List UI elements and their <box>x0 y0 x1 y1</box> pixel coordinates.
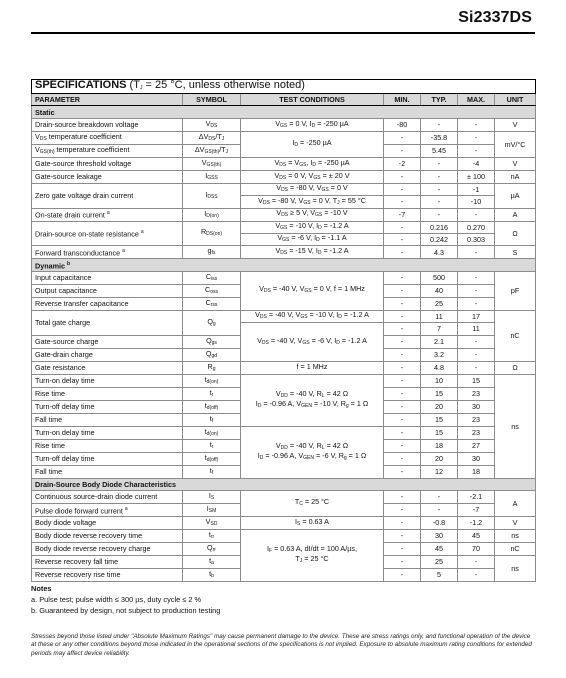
cell-parameter: Gate-source charge <box>32 335 183 348</box>
cell-min: - <box>384 310 421 322</box>
note-a: a. Pulse test; pulse width ≤ 300 µs, duty cycle ≤ 2 % <box>31 595 202 604</box>
cell-max: - <box>458 208 495 221</box>
cell-max: 23 <box>458 413 495 426</box>
cell-unit: ns <box>495 374 536 478</box>
cell-min: - <box>384 131 421 144</box>
static-section <box>32 118 536 259</box>
cell-min: - <box>384 233 421 245</box>
cell-max: 18 <box>458 465 495 478</box>
cell-typ: - <box>421 157 458 170</box>
cell-max: 0.270 <box>458 221 495 233</box>
cell-typ: 2.1 <box>421 335 458 348</box>
cell-symbol: $R_g$ <box>183 361 241 374</box>
cell-test-conditions: $I_F = 0.63$ A, dI/dt = 100 A/µs, $T_J = 25$ °C <box>241 529 384 581</box>
cell-max: 23 <box>458 387 495 400</box>
cell-unit: S <box>495 246 536 259</box>
cell-typ: - <box>421 490 458 503</box>
cell-parameter: Zero gate voltage drain current <box>32 183 183 208</box>
section-header-static: Static <box>32 106 536 118</box>
part-number: Si2337DS <box>458 9 532 26</box>
cell-parameter: Body diode reverse recovery charge <box>32 542 183 555</box>
cell-max: - <box>458 568 495 581</box>
cell-test-conditions: $V_{DS} \ge 5$ V, $V_{GS} = -10$ V <box>241 208 384 221</box>
cell-symbol: $C_{rss}$ <box>183 297 241 310</box>
cell-parameter: Fall time <box>32 413 183 426</box>
table-title: SPECIFICATIONS <box>35 79 127 91</box>
cell-typ: 40 <box>421 284 458 297</box>
cell-typ: 25 <box>421 555 458 568</box>
section-header-dynamic: Dynamic $^b$ <box>32 259 536 271</box>
cell-parameter: Output capacitance <box>32 284 183 297</box>
cell-parameter: Drain-source breakdown voltage <box>32 118 183 131</box>
cell-test-conditions: $V_{GS} = -6$ V, $I_D = -1.1$ A <box>241 233 384 245</box>
column-header: MAX. <box>458 94 495 106</box>
cell-symbol: $I_{DSS}$ <box>183 183 241 208</box>
cell-symbol: $V_{SD}$ <box>183 516 241 529</box>
cell-symbol: $I_{D(on)}$ <box>183 208 241 221</box>
cell-typ: 4.3 <box>421 246 458 259</box>
cell-typ: 30 <box>421 529 458 542</box>
header-rule <box>31 32 535 34</box>
cell-min: - <box>384 452 421 465</box>
table-row <box>32 221 536 233</box>
cell-min: - <box>384 465 421 478</box>
cell-parameter: On-state drain current $^a$ <box>32 208 183 221</box>
cell-max: 30 <box>458 452 495 465</box>
cell-min: - <box>384 529 421 542</box>
cell-symbol: $t_f$ <box>183 413 241 426</box>
cell-max: -2.1 <box>458 490 495 503</box>
cell-parameter: Input capacitance <box>32 271 183 284</box>
cell-typ: 500 <box>421 271 458 284</box>
cell-min: - <box>384 196 421 208</box>
cell-typ: 25 <box>421 297 458 310</box>
cell-min: - <box>384 387 421 400</box>
cell-max: - <box>458 271 495 284</box>
cell-typ: - <box>421 196 458 208</box>
cell-parameter: Body diode reverse recovery time <box>32 529 183 542</box>
table-row <box>32 426 536 439</box>
cell-symbol: $\Delta V_{DS}/T_J$ <box>183 131 241 144</box>
cell-typ: 20 <box>421 452 458 465</box>
column-header: PARAMETER <box>32 94 183 106</box>
cell-unit: µA <box>495 183 536 208</box>
cell-parameter: Turn-on delay time <box>32 374 183 387</box>
cell-symbol: $t_b$ <box>183 568 241 581</box>
cell-min: - <box>384 183 421 195</box>
cell-min: - <box>384 374 421 387</box>
cell-typ: - <box>421 208 458 221</box>
cell-parameter: Turn-off delay time <box>32 400 183 413</box>
cell-parameter: Pulse diode forward current $^a$ <box>32 503 183 516</box>
cell-typ: 15 <box>421 426 458 439</box>
cell-unit: Ω <box>495 361 536 374</box>
cell-unit: V <box>495 118 536 131</box>
cell-typ: 5 <box>421 568 458 581</box>
cell-symbol: $t_a$ <box>183 555 241 568</box>
cell-max: - <box>458 144 495 157</box>
cell-parameter: Turn-off delay time <box>32 452 183 465</box>
cell-parameter: Total gate charge <box>32 310 183 335</box>
cell-symbol: $Q_{gd}$ <box>183 348 241 361</box>
cell-min: - <box>384 542 421 555</box>
footer-disclaimer: Stresses beyond those listed under "Absolute Maximum Ratings" may cause permanent damage to the device. These are stress ratings only, and functional operation of the device at these or any other conditions beyond those indicated in the operational sections of the specifications is not implied. Exposure to absolute maximum rating conditions for extended periods may affect device reliability. <box>31 633 532 657</box>
cell-test-conditions: $V_{GS} = -10$ V, $I_D = -1.2$ A <box>241 221 384 233</box>
cell-symbol: $V_{DS}$ <box>183 118 241 131</box>
table-row <box>32 208 536 221</box>
cell-test-conditions: $V_{DS} = -15$ V, $I_D = -1.2$ A <box>241 246 384 259</box>
cell-min: - <box>384 284 421 297</box>
cell-min: - <box>384 246 421 259</box>
cell-parameter: Reverse recovery rise time <box>32 568 183 581</box>
cell-parameter: Drain-source on-state resistance $^a$ <box>32 221 183 246</box>
cell-symbol: $t_{d(on)}$ <box>183 426 241 439</box>
section-header-body-diode: Drain-Source Body Diode Characteristics <box>32 478 536 490</box>
cell-min: - <box>384 503 421 516</box>
cell-max: - <box>458 297 495 310</box>
cell-test-conditions: $V_{DS} = -80$ V, $V_{GS} = 0$ V, $T_J = 55$ °C <box>241 196 384 208</box>
cell-parameter: $V_{DS}$ temperature coefficient <box>32 131 183 144</box>
cell-parameter: Fall time <box>32 465 183 478</box>
cell-symbol: $t_{d(on)}$ <box>183 374 241 387</box>
table-row <box>32 361 536 374</box>
cell-typ: 12 <box>421 465 458 478</box>
cell-unit: V <box>495 157 536 170</box>
cell-typ: - <box>421 118 458 131</box>
cell-unit: V <box>495 516 536 529</box>
cell-max: 0.303 <box>458 233 495 245</box>
dynamic-section <box>32 271 536 478</box>
cell-test-conditions: $I_S = 0.63$ A <box>241 516 384 529</box>
cell-unit: ns <box>495 555 536 581</box>
cell-symbol: $t_r$ <box>183 387 241 400</box>
table-row <box>32 157 536 170</box>
cell-max: - <box>458 555 495 568</box>
cell-max: -7 <box>458 503 495 516</box>
table-row <box>32 529 536 542</box>
cell-max: 17 <box>458 310 495 322</box>
cell-min: - <box>384 221 421 233</box>
cell-test-conditions: $V_{DS} = -40$ V, $V_{GS} = -6$ V, $I_D = -1.2$ A <box>241 323 384 361</box>
cell-min: -2 <box>384 157 421 170</box>
cell-typ: 15 <box>421 413 458 426</box>
cell-max: - <box>458 348 495 361</box>
cell-symbol: $C_{iss}$ <box>183 271 241 284</box>
cell-test-conditions: $T_C = 25$ °C <box>241 490 384 516</box>
cell-min: - <box>384 555 421 568</box>
cell-max: 45 <box>458 529 495 542</box>
cell-symbol: $Q_{rr}$ <box>183 542 241 555</box>
cell-unit: Ω <box>495 221 536 246</box>
cell-max: - <box>458 284 495 297</box>
cell-unit: mV/°C <box>495 131 536 157</box>
cell-test-conditions: $V_{DS} = 0$ V, $V_{GS}$ = ± 20 V <box>241 170 384 183</box>
cell-typ: 18 <box>421 439 458 452</box>
cell-unit: nC <box>495 310 536 361</box>
cell-symbol: $g_{fs}$ <box>183 246 241 259</box>
cell-min: - <box>384 490 421 503</box>
cell-parameter: Rise time <box>32 439 183 452</box>
cell-min: - <box>384 271 421 284</box>
cell-unit: nA <box>495 170 536 183</box>
cell-symbol: $t_{d(off)}$ <box>183 452 241 465</box>
cell-symbol: $t_r$ <box>183 439 241 452</box>
cell-max: -1.2 <box>458 516 495 529</box>
cell-test-conditions: $V_{DD} = -40$ V, $R_L = 42$ Ω $I_D = -0.96$ A, $V_{GEN} = -6$ V, $R_g = 1$ Ω <box>241 426 384 478</box>
cell-typ: 5.45 <box>421 144 458 157</box>
cell-max: - <box>458 118 495 131</box>
table-row <box>32 170 536 183</box>
cell-parameter: Gate resistance <box>32 361 183 374</box>
cell-test-conditions: $V_{DS} = -40$ V, $V_{GS} = -10$ V, $I_D = -1.2$ A <box>241 310 384 322</box>
cell-parameter: Gate-drain charge <box>32 348 183 361</box>
cell-parameter: Reverse transfer capacitance <box>32 297 183 310</box>
table-row <box>32 131 536 144</box>
cell-parameter: $V_{GS(th)}$ temperature coefficient <box>32 144 183 157</box>
cell-min: - <box>384 335 421 348</box>
cell-min: - <box>384 144 421 157</box>
cell-test-conditions: $I_D = -250$ µA <box>241 131 384 157</box>
cell-max: - <box>458 131 495 144</box>
notes <box>31 583 220 616</box>
cell-max: 11 <box>458 323 495 335</box>
column-header: SYMBOL <box>183 94 241 106</box>
specifications-table <box>31 79 536 582</box>
cell-symbol: $R_{DS(on)}$ <box>183 221 241 246</box>
cell-max: 30 <box>458 400 495 413</box>
table-title-row <box>32 80 536 94</box>
cell-symbol: $C_{oss}$ <box>183 284 241 297</box>
note-b: b. Guaranteed by design, not subject to production testing <box>31 606 221 615</box>
cell-symbol: $V_{GS(th)}$ <box>183 157 241 170</box>
cell-typ: 0.242 <box>421 233 458 245</box>
cell-parameter: Forward transconductance $^a$ <box>32 246 183 259</box>
cell-typ: - <box>421 503 458 516</box>
cell-max: 15 <box>458 374 495 387</box>
cell-max: ± 100 <box>458 170 495 183</box>
cell-typ: 7 <box>421 323 458 335</box>
cell-min: -80 <box>384 118 421 131</box>
cell-parameter: Gate-source leakage <box>32 170 183 183</box>
cell-min: - <box>384 170 421 183</box>
cell-parameter: Body diode voltage <box>32 516 183 529</box>
cell-min: - <box>384 348 421 361</box>
cell-parameter: Continuous source-drain diode current <box>32 490 183 503</box>
table-row <box>32 310 536 322</box>
cell-max: - <box>458 335 495 348</box>
cell-min: - <box>384 323 421 335</box>
cell-min: - <box>384 426 421 439</box>
cell-unit: A <box>495 490 536 516</box>
cell-min: - <box>384 361 421 374</box>
cell-typ: 15 <box>421 387 458 400</box>
cell-typ: 11 <box>421 310 458 322</box>
cell-min: - <box>384 516 421 529</box>
cell-symbol: $\Delta V_{GS(th)}/T_J$ <box>183 144 241 157</box>
table-row <box>32 271 536 284</box>
column-header: MIN. <box>384 94 421 106</box>
cell-max: - <box>458 246 495 259</box>
column-header: TEST CONDITIONS <box>241 94 384 106</box>
cell-min: - <box>384 297 421 310</box>
cell-symbol: $t_{rr}$ <box>183 529 241 542</box>
cell-typ: 4.8 <box>421 361 458 374</box>
cell-max: 27 <box>458 439 495 452</box>
cell-max: -1 <box>458 183 495 195</box>
cell-parameter: Gate-source threshold voltage <box>32 157 183 170</box>
cell-symbol: $Q_g$ <box>183 310 241 335</box>
cell-unit: A <box>495 208 536 221</box>
column-header-row <box>32 94 536 106</box>
cell-symbol: $I_{GSS}$ <box>183 170 241 183</box>
cell-symbol: $I_S$ <box>183 490 241 503</box>
cell-symbol: $Q_{gs}$ <box>183 335 241 348</box>
cell-typ: - <box>421 170 458 183</box>
cell-parameter: Rise time <box>32 387 183 400</box>
cell-symbol: $t_{d(off)}$ <box>183 400 241 413</box>
table-row <box>32 490 536 503</box>
cell-typ: - <box>421 183 458 195</box>
cell-symbol: $t_f$ <box>183 465 241 478</box>
cell-symbol: $I_{SM}$ <box>183 503 241 516</box>
notes-title: Notes <box>31 584 52 593</box>
cell-test-conditions: f = 1 MHz <box>241 361 384 374</box>
cell-typ: -35.8 <box>421 131 458 144</box>
cell-min: -7 <box>384 208 421 221</box>
table-row <box>32 374 536 387</box>
cell-typ: 20 <box>421 400 458 413</box>
table-row <box>32 246 536 259</box>
column-header: TYP. <box>421 94 458 106</box>
cell-typ: 45 <box>421 542 458 555</box>
table-row <box>32 516 536 529</box>
cell-min: - <box>384 413 421 426</box>
cell-min: - <box>384 400 421 413</box>
table-row <box>32 183 536 195</box>
cell-max: - <box>458 361 495 374</box>
cell-max: 70 <box>458 542 495 555</box>
cell-typ: -0.8 <box>421 516 458 529</box>
table-row <box>32 118 536 131</box>
cell-typ: 3.2 <box>421 348 458 361</box>
column-header: UNIT <box>495 94 536 106</box>
cell-max: -4 <box>458 157 495 170</box>
cell-min: - <box>384 568 421 581</box>
cell-min: - <box>384 439 421 452</box>
cell-unit: nC <box>495 542 536 555</box>
table-title-conditions: ($T_J = 25$ °C, unless otherwise noted) <box>129 79 305 91</box>
cell-unit: ns <box>495 529 536 542</box>
cell-typ: 0.216 <box>421 221 458 233</box>
cell-typ: 10 <box>421 374 458 387</box>
cell-test-conditions: $V_{DS} = -80$ V, $V_{GS} = 0$ V <box>241 183 384 195</box>
cell-test-conditions: $V_{DS} = V_{GS}$, $I_D = -250$ µA <box>241 157 384 170</box>
cell-parameter: Turn-on delay time <box>32 426 183 439</box>
cell-parameter: Reverse recovery fall time <box>32 555 183 568</box>
cell-test-conditions: $V_{GS} = 0$ V, $I_D = -250$ µA <box>241 118 384 131</box>
specifications-table-wrapper <box>31 79 535 582</box>
cell-test-conditions: $V_{DD} = -40$ V, $R_L = 42$ Ω $I_D = -0.96$ A, $V_{GEN} = -10$ V, $R_g = 1$ Ω <box>241 374 384 426</box>
cell-max: -10 <box>458 196 495 208</box>
cell-unit: pF <box>495 271 536 310</box>
body-diode-section <box>32 490 536 581</box>
cell-max: 23 <box>458 426 495 439</box>
cell-test-conditions: $V_{DS} = -40$ V, $V_{GS} = 0$ V, f = 1 MHz <box>241 271 384 310</box>
